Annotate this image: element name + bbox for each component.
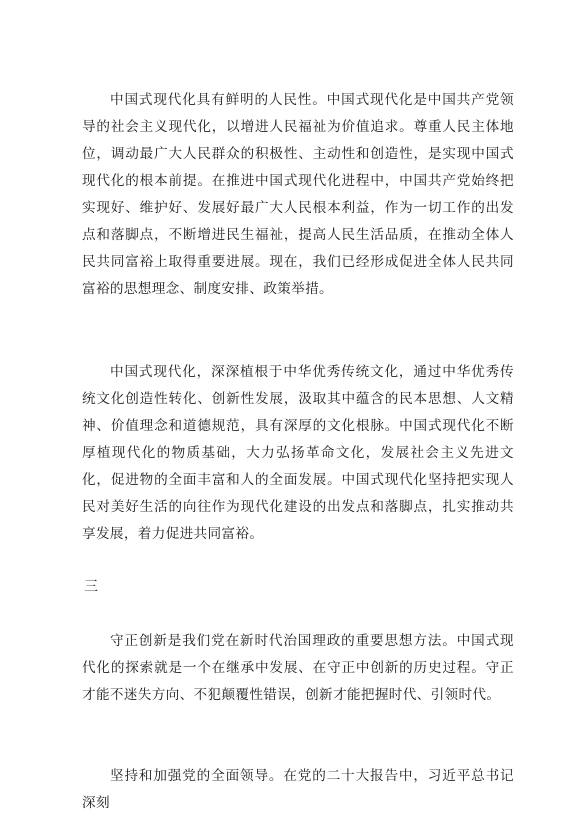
paragraph-upholding-innovation: 守正创新是我们党在新时代治国理政的重要思想方法。中国式现代化的探索就是一个在继承中发展、在守正中创新的历史过程。守正才能不迷失方向、不犯颠覆性错误，创新才能把握时代、引领时代。 [82, 633, 514, 703]
paragraph-party-leadership: 坚持和加强党的全面领导。在党的二十大报告中，习近平总书记深刻 [82, 768, 514, 811]
paragraph-people-centered: 中国式现代化具有鲜明的人民性。中国式现代化是中国共产党领导的社会主义现代化，以增进人民福祉为价值追求。尊重人民主体地位，调动最广大人民群众的积极性、主动性和创造性，是实现中国式现代化的根本前提。在推进中国式现代化进程中，中国共产党始终把实现好、维护好、发展好最广大人民根本利益，作为一切工作的出发点和落脚点，不断增进民生福祉，提高人民生活品质，在推动全体人民共同富裕上取得重要进展。现在，我们已经形成促进全体人民共同富裕的思想理念、制度安排、政策举措。 [82, 92, 514, 297]
paragraph-cultural-roots: 中国式现代化，深深植根于中华优秀传统文化，通过中华优秀传统文化创造性转化、创新性发展，汲取其中蕴含的民本思想、人文精神、价值理念和道德规范，具有深厚的文化根脉。中国式现代化不断厚植现代化的物质基础，大力弘扬革命文化，发展社会主义先进文化，促进物的全面丰富和人的全面发展。中国式现代化坚持把实现人民对美好生活的向往作为现代化建设的出发点和落脚点，扎实推动共享发展，着力促进共同富裕。 [82, 364, 514, 542]
section-heading: 三 [84, 579, 98, 595]
